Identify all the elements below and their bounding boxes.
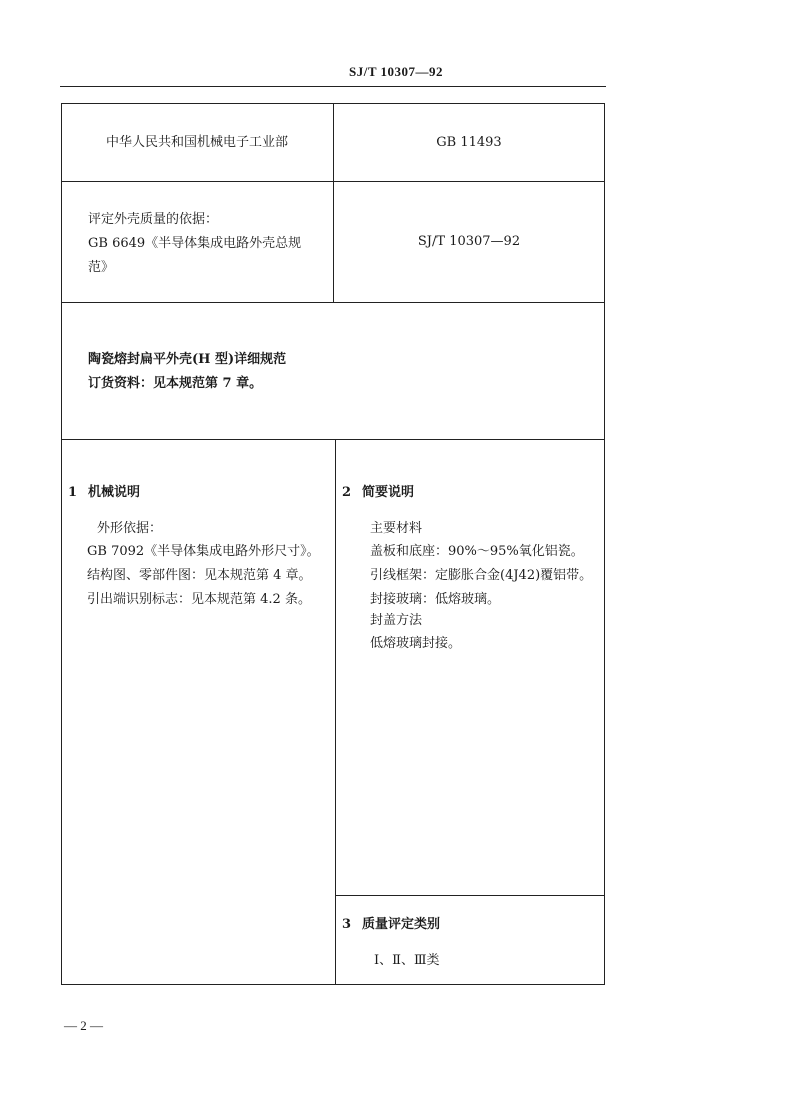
section2-line-4: 封接玻璃：低熔玻璃。: [370, 592, 501, 607]
section1-number: 1: [68, 485, 78, 500]
issuing-authority: 中华人民共和国机械电子工业部: [105, 135, 288, 150]
basis-line-3: 范》: [88, 260, 115, 275]
section1-line-1: 外形依据：: [97, 521, 163, 536]
national-standard-number: GB 11493: [436, 135, 502, 150]
section2-line-3: 引线框架：定膨胀合金(4J42)覆铝带。: [370, 568, 593, 583]
section3-number: 3: [342, 917, 352, 932]
section3-divider: [335, 895, 605, 896]
section2-line-2: 盖板和底座：90%～95%氧化铝瓷。: [370, 544, 584, 559]
section1-line-4: 引出端识别标志：见本规范第 4.2 条。: [87, 592, 311, 607]
document-code-header: SJ/T 10307—92: [348, 64, 444, 79]
industry-standard-number: SJ/T 10307—92: [417, 234, 521, 249]
row-divider-2: [61, 302, 605, 303]
basis-line-1: 评定外壳质量的依据：: [88, 212, 219, 227]
row-divider-3: [61, 439, 605, 440]
section1-line-2: GB 7092《半导体集成电路外形尺寸》。: [87, 544, 320, 559]
column-divider-bottom: [335, 439, 336, 985]
specification-title: 陶瓷熔封扁平外壳(H 型)详细规范: [88, 352, 287, 367]
section2-line-5: 封盖方法: [370, 613, 423, 628]
basis-line-2: GB 6649《半导体集成电路外壳总规: [88, 236, 302, 251]
section2-title: 简要说明: [362, 485, 415, 500]
section1-line-3: 结构图、零部件图：见本规范第 4 章。: [87, 568, 312, 583]
section2-number: 2: [342, 485, 352, 500]
order-information: 订货资料：见本规范第 7 章。: [88, 376, 263, 391]
section2-line-6: 低熔玻璃封接。: [370, 636, 462, 651]
quality-categories: Ⅰ、Ⅱ、Ⅲ类: [374, 953, 440, 968]
header-rule: [60, 86, 606, 87]
page-number: — 2 —: [64, 1018, 103, 1033]
section1-title: 机械说明: [88, 485, 141, 500]
section3-title: 质量评定类别: [362, 917, 441, 932]
section2-line-1: 主要材料: [370, 521, 423, 536]
